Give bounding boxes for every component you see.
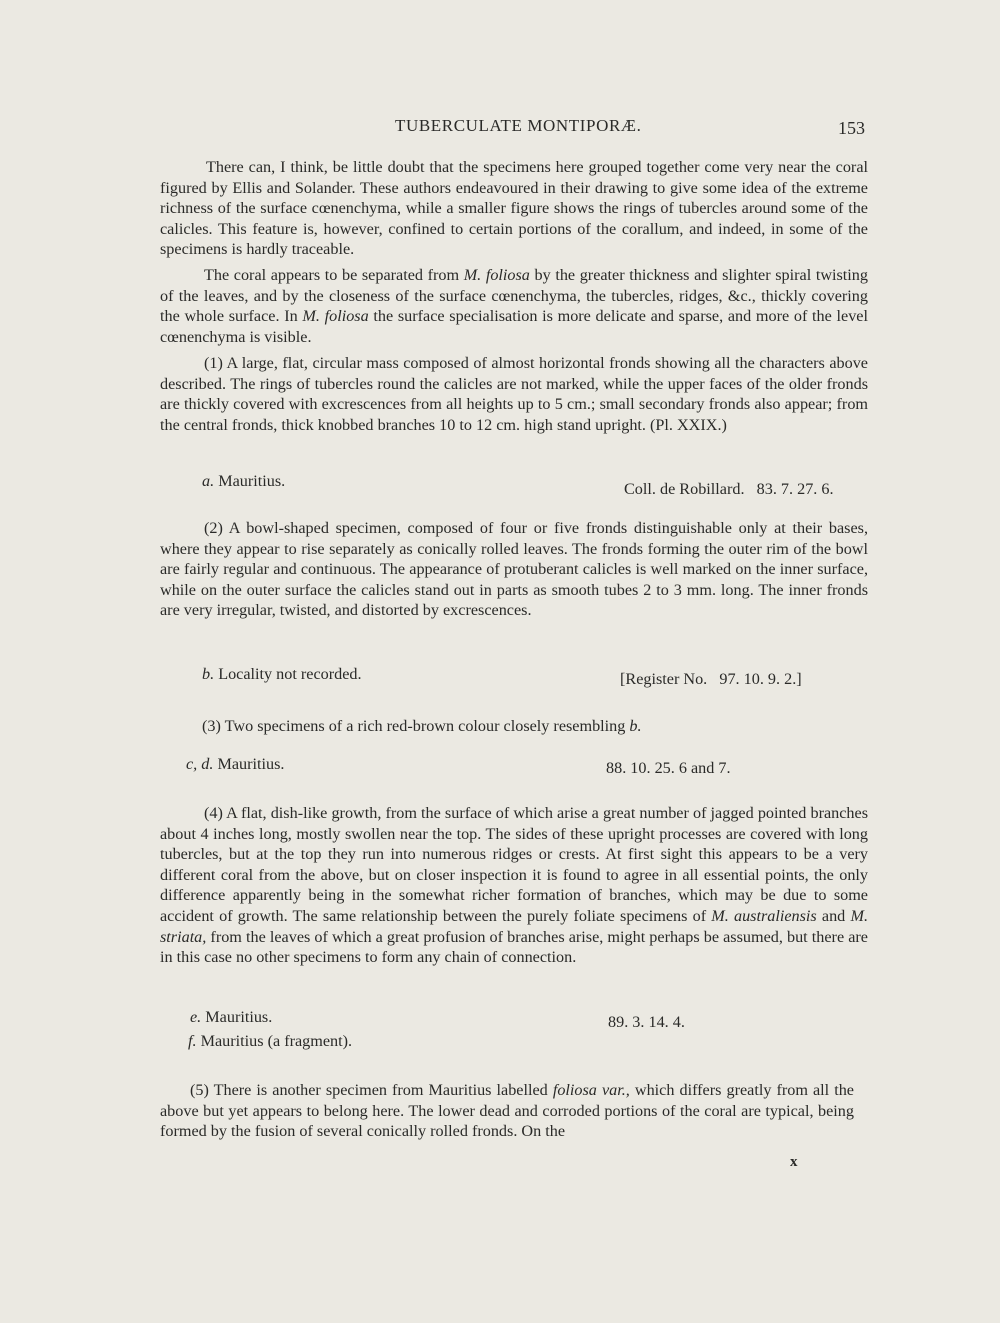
species-name: M. striata,	[160, 906, 868, 946]
paragraph-comparison	[160, 265, 868, 347]
text-run: from the leaves of which a great profusion of branches arise, might perhaps be assumed, but there are in this case no other specimens to form any chain of connection.	[160, 927, 868, 967]
entry-locality: Mauritius.	[213, 755, 285, 773]
text-run: by the greater thickness and slighter spiral twisting of the leaves, and by the closeness of the surface cœnenchyma, the tubercles, ridges, &c., thickly covering the whole surface. In	[160, 266, 868, 326]
species-name: foliosa var.,	[552, 1081, 630, 1099]
text-run: (3) Two specimens of a rich red-brown colour closely resembling	[202, 717, 630, 735]
specimen-ref: b.	[629, 717, 642, 735]
text-run: (5) There is another specimen from Mauritius labelled	[190, 1081, 553, 1099]
species-name: M. foliosa	[302, 307, 369, 326]
text-run: and	[816, 906, 851, 925]
entry-locality: Mauritius (a fragment).	[196, 1032, 353, 1050]
paragraph-specimen-1: (1) A large, flat, circular mass composed of almost horizontal fronds showing all the characters above described. The rings of tubercles round the calicles are not marked, while the upper faces of the older fronds are thickly covered with excrescences from all heights up to 5 cm.; small secondary fronds also appear; from the central fronds, thick knobbed branches 10 to 12 cm. high stand upright. (Pl. XXIX.)	[160, 354, 868, 434]
entry-a-locality	[202, 471, 285, 491]
running-head: TUBERCULATE MONTIPORÆ.	[395, 116, 642, 135]
paragraph-specimen-5	[160, 1080, 854, 1142]
entry-locality: Mauritius.	[214, 472, 286, 490]
entry-e-reference: 89. 3. 14. 4.	[608, 1013, 685, 1031]
entry-e-locality	[190, 1007, 272, 1027]
paragraph-specimen-2: (2) A bowl-shaped specimen, composed of four or five fronds distinguishable only at their bases, where they appear to rise separately as conically rolled leaves. The fronds forming the outer rim of the bowl are fairly regular and continuous. The appearance of protuberant calicles is well marked on the inner surface, while on the outer surface the calicles stand out in parts as smooth tubes 2 to 3 mm. long. The inner fronds are very irregular, twisted, and distorted by excrescences.	[160, 519, 868, 620]
species-name: M. australiensis	[711, 906, 817, 925]
species-name: M. foliosa	[463, 266, 530, 284]
entry-cd-reference: 88. 10. 25. 6 and 7.	[606, 759, 731, 777]
entry-b-locality	[202, 664, 362, 684]
text-run: which differs greatly from all the above but yet appears to belong here. The lower dead and corroded portions of the coral are typical, being formed by the fusion of several conically rolled fronds. On the	[160, 1081, 854, 1141]
entry-letter: c, d.	[186, 755, 214, 773]
text-run: (4) A flat, dish-like growth, from the surface of which arise a great number of jagged pointed branches about 4 inches long, mostly swollen near the top. The sides of these upright processes are covered with long tubercles, but at the top they run into numerous ridges or crests. At first sight this appears to be a very different coral from the above, but on closer inspection it is found to agree in all essential points, the only difference apparently being in the somewhat richer formation of branches, which may be due to some accident of growth. The same relationship between the purely foliate specimens of	[160, 804, 868, 925]
entry-cd-locality	[186, 754, 284, 774]
entry-f-locality	[188, 1031, 352, 1051]
entry-locality: Mauritius.	[201, 1008, 273, 1026]
page-number: 153	[838, 118, 865, 138]
text-run: the surface specialisation is more delicate and sparse, and more of the level cœnenchyma is visible.	[160, 307, 868, 346]
entry-letter: f.	[188, 1032, 197, 1050]
signature-mark: x	[790, 1154, 798, 1170]
entry-letter: a.	[202, 472, 215, 490]
entry-b-reference: [Register No. 97. 10. 9. 2.]	[620, 670, 802, 688]
text-run: The coral appears to be separated from	[204, 266, 464, 284]
entry-letter: e.	[190, 1008, 202, 1026]
entry-letter: b.	[202, 665, 215, 683]
paragraph-specimen-3	[202, 716, 642, 736]
entry-locality: Locality not recorded.	[214, 665, 362, 683]
paragraph-intro: There can, I think, be little doubt that the specimens here grouped together come very near the coral figured by Ellis and Solander. These authors endeavoured in their drawing to give some idea of the extreme richness of the surface cœnenchyma, while a smaller figure shows the rings of tubercles around some of the calicles. This feature is, however, confined to certain portions of the corallum, and indeed, in some of the specimens is hardly traceable.	[160, 158, 868, 259]
entry-a-reference: Coll. de Robillard. 83. 7. 27. 6.	[624, 480, 834, 498]
paragraph-specimen-4	[160, 803, 868, 968]
